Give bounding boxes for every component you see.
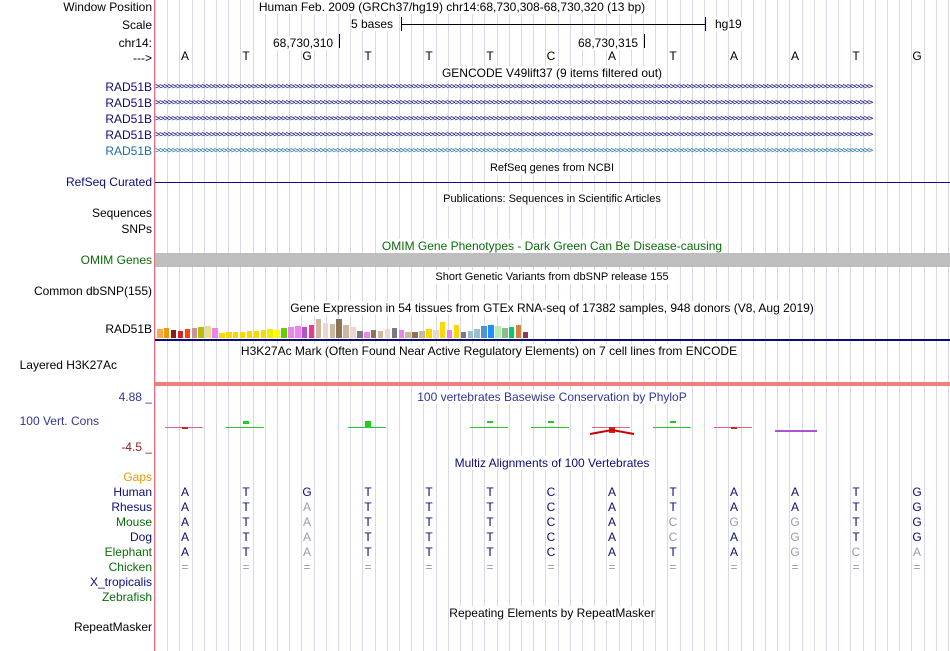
alignment-base: T [364, 515, 372, 529]
alignment-base: G [790, 515, 800, 529]
gtex-tissue-bar[interactable] [192, 328, 198, 338]
window-position-label: Window Position [63, 0, 152, 14]
gtex-track-title: Gene Expression in 54 tissues from GTEx RNA-seq of 17382 samples, 948 donors (V8, Aug 2019) [290, 301, 814, 315]
alignment-base: T [425, 545, 433, 559]
strand-arrow-label: ---> [133, 51, 152, 65]
sequence-base: A [607, 49, 617, 63]
ruler-position-2: 68,730,315 [578, 36, 639, 50]
gtex-tissue-bar[interactable] [454, 325, 460, 338]
h3k27ac-track-label[interactable]: Layered H3K27Ac [19, 358, 117, 372]
publications-track-title: Publications: Sequences in Scientific Articles [443, 193, 661, 205]
dbsnp-track-title: Short Genetic Variants from dbSNP release 155 [435, 271, 669, 283]
alignment-base: = [181, 560, 189, 574]
alignment-base: = [913, 560, 921, 574]
alignment-base: T [852, 500, 860, 514]
alignment-base: T [425, 530, 433, 544]
sequence-base: G [302, 49, 312, 63]
alignment-base: T [364, 485, 372, 499]
alignment-base: C [668, 515, 678, 529]
gtex-tissue-bar[interactable] [233, 332, 239, 338]
alignment-base: C [546, 545, 556, 559]
sequence-base: T [852, 49, 860, 63]
gtex-tissue-bar[interactable] [336, 319, 342, 338]
assembly-label: hg19 [715, 17, 742, 31]
species-label[interactable]: Dog [129, 530, 152, 544]
phylop-min-label: -4.5 _ [121, 440, 152, 454]
gtex-tissue-bar[interactable] [378, 331, 384, 338]
gtex-tissue-bar[interactable] [309, 325, 315, 338]
alignment-base: T [669, 500, 677, 514]
sequence-base: C [546, 49, 556, 63]
phylop-peak-line [590, 430, 634, 434]
gtex-tissue-bar[interactable] [488, 325, 494, 338]
gencode-transcript[interactable]: >>>>>>>>>>>>>>>>>>>>>>>>>>>>>>>>>>>>>>>>>>>>>>>>>>>>>>>>>>>>>>>>>>>>>>>>>>>>>>>>>>>>>>>>>>>>>>>>>>>>>>>>>>>>>>>>>>>>>>>>>>>>>>>>>>>>>>>>>>>>>>>>>>>>>>>>>>>>>>>>>>>>>>>>>> [155, 130, 873, 140]
gtex-tissue-bar[interactable] [371, 330, 377, 338]
alignment-base: A [729, 500, 739, 514]
alignment-base: = [669, 560, 677, 574]
alignment-base: G [912, 500, 922, 514]
gtex-tissue-bar[interactable] [219, 333, 225, 338]
sequence-base: G [912, 49, 922, 63]
alignment-base: G [912, 485, 922, 499]
gtex-tissue-bar[interactable] [461, 332, 467, 338]
gtex-tissue-bar[interactable] [419, 331, 425, 338]
snps-track-label[interactable]: SNPs [121, 222, 152, 236]
sequences-track-label[interactable]: Sequences [91, 206, 152, 220]
species-label[interactable]: Human [113, 485, 152, 499]
alignment-base: G [912, 530, 922, 544]
sequence-base: T [669, 49, 677, 63]
alignment-base: A [790, 500, 800, 514]
alignment-base: A [607, 485, 617, 499]
gtex-track-label[interactable]: RAD51B [105, 322, 152, 336]
alignment-base: A [302, 515, 312, 529]
alignment-base: T [242, 545, 250, 559]
alignment-base: = [730, 560, 738, 574]
alignment-base: T [486, 485, 494, 499]
omim-gene-bar[interactable] [155, 253, 950, 267]
gencode-transcript[interactable]: >>>>>>>>>>>>>>>>>>>>>>>>>>>>>>>>>>>>>>>>>>>>>>>>>>>>>>>>>>>>>>>>>>>>>>>>>>>>>>>>>>>>>>>>>>>>>>>>>>>>>>>>>>>>>>>>>>>>>>>>>>>>>>>>>>>>>>>>>>>>>>>>>>>>>>>>>>>>>>>>>>>>>>>>>> [155, 146, 873, 156]
scale-label: Scale [121, 18, 152, 32]
ruler-tick-2 [644, 34, 645, 48]
alignment-base: T [364, 500, 372, 514]
alignment-base: G [790, 545, 800, 559]
gtex-tissue-bar[interactable] [523, 332, 529, 338]
gtex-tissue-bar[interactable] [509, 327, 515, 338]
species-label[interactable]: Elephant [104, 545, 152, 559]
phylop-max-label: 4.88 _ [118, 390, 152, 404]
sequence-base: T [486, 49, 494, 63]
alignment-base: T [486, 545, 494, 559]
sequence-base: A [729, 49, 739, 63]
species-label[interactable]: Zebrafish [101, 590, 152, 604]
gtex-tissue-bar[interactable] [171, 330, 177, 338]
gtex-tissue-bar[interactable] [474, 329, 480, 338]
alignment-base: T [852, 485, 860, 499]
alignment-base: A [729, 530, 739, 544]
gtex-tissue-bar[interactable] [240, 332, 246, 338]
repeatmasker-track-title: Repeating Elements by RepeatMasker [449, 606, 655, 620]
gtex-tissue-bar[interactable] [495, 326, 501, 338]
species-label[interactable]: Mouse [115, 515, 152, 529]
gtex-tissue-bar[interactable] [330, 324, 336, 338]
alignment-base: T [669, 545, 677, 559]
gtex-baseline [155, 339, 950, 341]
alignment-base: T [486, 530, 494, 544]
gencode-item-label[interactable]: RAD51B [105, 144, 152, 158]
alignment-base: T [242, 500, 250, 514]
phylop-track-title: 100 vertebrates Basewise Conservation by PhyloP [417, 390, 687, 404]
alignment-base: T [242, 515, 250, 529]
alignment-base: A [729, 485, 739, 499]
gtex-tissue-bar[interactable] [468, 331, 474, 338]
gtex-tissue-bar[interactable] [516, 325, 522, 338]
h3k27ac-track-title: H3K27Ac Mark (Often Found Near Active Regulatory Elements) on 7 cell lines from ENCODE [240, 344, 738, 358]
gencode-transcript[interactable]: >>>>>>>>>>>>>>>>>>>>>>>>>>>>>>>>>>>>>>>>>>>>>>>>>>>>>>>>>>>>>>>>>>>>>>>>>>>>>>>>>>>>>>>>>>>>>>>>>>>>>>>>>>>>>>>>>>>>>>>>>>>>>>>>>>>>>>>>>>>>>>>>>>>>>>>>>>>>>>>>>>>>>>>>>> [155, 98, 873, 108]
gtex-tissue-bar[interactable] [412, 332, 418, 338]
alignment-base: = [791, 560, 799, 574]
gtex-tissue-bar[interactable] [405, 332, 411, 338]
gtex-tissue-bar[interactable] [392, 328, 398, 338]
alignment-base: T [486, 500, 494, 514]
gtex-tissue-bar[interactable] [440, 322, 446, 338]
multiz-track-title: Multiz Alignments of 100 Vertebrates [454, 456, 650, 470]
alignment-base: G [912, 515, 922, 529]
gencode-item-label[interactable]: RAD51B [105, 128, 152, 142]
gtex-tissue-bar[interactable] [157, 329, 163, 338]
alignment-base: T [486, 515, 494, 529]
sequence-base: A [180, 49, 190, 63]
phylop-negative-peak [155, 420, 950, 450]
alignment-base: = [547, 560, 555, 574]
species-label[interactable]: Rhesus [111, 500, 152, 514]
chrom-label: chr14: [118, 36, 152, 50]
gtex-tissue-bar[interactable] [212, 328, 218, 338]
phylop-track-label[interactable]: 100 Vert. Cons [19, 414, 99, 428]
alignment-base: A [790, 485, 800, 499]
alignment-base: A [302, 500, 312, 514]
gencode-item-label[interactable]: RAD51B [105, 112, 152, 126]
gencode-item-label[interactable]: RAD51B [105, 80, 152, 94]
alignment-base: C [546, 500, 556, 514]
gtex-tissue-bar[interactable] [364, 332, 370, 338]
position-title: Human Feb. 2009 (GRCh37/hg19) chr14:68,730,308-68,730,320 (13 bp) [258, 0, 646, 14]
gtex-tissue-bar[interactable] [447, 330, 453, 338]
alignment-base: G [302, 485, 312, 499]
gtex-tissue-bar[interactable] [267, 329, 273, 338]
track-data-panel[interactable] [155, 0, 950, 651]
gtex-tissue-bar[interactable] [399, 330, 405, 338]
refseq-gene-line[interactable] [155, 182, 950, 183]
alignment-base: T [425, 485, 433, 499]
alignment-base: C [668, 530, 678, 544]
gtex-tissue-bar[interactable] [226, 332, 232, 338]
gtex-tissue-bar[interactable] [288, 327, 294, 338]
alignment-base: T [852, 515, 860, 529]
alignment-base: C [546, 515, 556, 529]
alignment-base: = [486, 560, 494, 574]
gtex-tissue-bar[interactable] [261, 330, 267, 338]
alignment-base: A [607, 545, 617, 559]
alignment-base: A [180, 500, 190, 514]
gtex-tissue-bar[interactable] [350, 327, 356, 338]
gtex-tissue-bar[interactable] [357, 331, 363, 338]
gencode-item-label[interactable]: RAD51B [105, 96, 152, 110]
gtex-tissue-bar[interactable] [433, 330, 439, 338]
alignment-base: T [852, 530, 860, 544]
gtex-tissue-bar[interactable] [205, 326, 211, 338]
gtex-tissue-bar[interactable] [254, 331, 260, 338]
h3k27ac-signal[interactable] [155, 382, 950, 386]
alignment-base: A [912, 545, 922, 559]
gtex-tissue-bar[interactable] [295, 326, 301, 338]
gtex-tissue-bar[interactable] [316, 319, 322, 338]
omim-track-label[interactable]: OMIM Genes [80, 253, 152, 267]
omim-track-title: OMIM Gene Phenotypes - Dark Green Can Be Disease-causing [381, 239, 723, 253]
alignment-base: A [607, 530, 617, 544]
alignment-base: T [364, 530, 372, 544]
alignment-base: = [852, 560, 860, 574]
alignment-base: G [790, 530, 800, 544]
ruler-tick-1 [339, 34, 340, 48]
sequence-base: T [242, 49, 250, 63]
gaps-track-label[interactable]: Gaps [123, 470, 152, 484]
alignment-base: C [546, 530, 556, 544]
track-labels-panel [0, 0, 154, 651]
alignment-base: A [180, 545, 190, 559]
gtex-tissue-bar[interactable] [481, 326, 487, 338]
gtex-tissue-bar[interactable] [281, 328, 287, 338]
refseq-track-title: RefSeq genes from NCBI [489, 162, 615, 174]
alignment-base: T [669, 485, 677, 499]
alignment-base: C [851, 545, 861, 559]
gencode-transcript[interactable]: >>>>>>>>>>>>>>>>>>>>>>>>>>>>>>>>>>>>>>>>>>>>>>>>>>>>>>>>>>>>>>>>>>>>>>>>>>>>>>>>>>>>>>>>>>>>>>>>>>>>>>>>>>>>>>>>>>>>>>>>>>>>>>>>>>>>>>>>>>>>>>>>>>>>>>>>>>>>>>>>>>>>>>>>>> [155, 114, 873, 124]
alignment-base: A [180, 530, 190, 544]
gencode-track-title: GENCODE V49lift37 (9 items filtered out) [441, 66, 663, 80]
alignment-base: A [607, 515, 617, 529]
alignment-base: T [242, 530, 250, 544]
alignment-base: C [546, 485, 556, 499]
gtex-tissue-bar[interactable] [426, 329, 432, 338]
alignment-base: T [425, 500, 433, 514]
alignment-base: = [364, 560, 372, 574]
gtex-tissue-bar[interactable] [274, 330, 280, 338]
ruler-position-1: 68,730,310 [273, 36, 334, 50]
gencode-transcript[interactable]: >>>>>>>>>>>>>>>>>>>>>>>>>>>>>>>>>>>>>>>>>>>>>>>>>>>>>>>>>>>>>>>>>>>>>>>>>>>>>>>>>>>>>>>>>>>>>>>>>>>>>>>>>>>>>>>>>>>>>>>>>>>>>>>>>>>>>>>>>>>>>>>>>>>>>>>>>>>>>>>>>>>>>>>>>> [155, 82, 873, 92]
gtex-tissue-bar[interactable] [323, 323, 329, 338]
sequence-base: T [425, 49, 433, 63]
gtex-bar-chart[interactable] [155, 318, 950, 338]
sequence-base: A [790, 49, 800, 63]
sequence-base: T [364, 49, 372, 63]
gtex-tissue-bar[interactable] [198, 327, 204, 338]
species-label[interactable]: Chicken [108, 560, 152, 574]
alignment-base: A [302, 530, 312, 544]
repeatmasker-track-label[interactable]: RepeatMasker [73, 620, 152, 634]
gtex-tissue-bar[interactable] [185, 329, 191, 338]
gtex-tissue-bar[interactable] [164, 328, 170, 338]
gtex-tissue-bar[interactable] [502, 328, 508, 338]
alignment-base: = [303, 560, 311, 574]
alignment-base: A [607, 500, 617, 514]
alignment-base: = [425, 560, 433, 574]
dbsnp-track-label[interactable]: Common dbSNP(155) [33, 284, 152, 298]
scale-bar [401, 24, 705, 25]
alignment-base: T [242, 485, 250, 499]
gtex-tissue-bar[interactable] [178, 331, 184, 338]
scale-text: 5 bases [351, 17, 394, 31]
alignment-base: A [180, 485, 190, 499]
gtex-tissue-bar[interactable] [343, 325, 349, 338]
gtex-tissue-bar[interactable] [385, 329, 391, 338]
alignment-base: A [180, 515, 190, 529]
refseq-track-label[interactable]: RefSeq Curated [65, 175, 152, 189]
species-label[interactable]: X_tropicalis [89, 575, 152, 589]
gtex-tissue-bar[interactable] [302, 327, 308, 338]
alignment-base: = [608, 560, 616, 574]
alignment-base: G [729, 515, 739, 529]
scale-bar-right-end [705, 17, 706, 31]
alignment-base: A [729, 545, 739, 559]
gtex-tissue-bar[interactable] [247, 331, 253, 338]
alignment-base: T [364, 545, 372, 559]
alignment-base: A [302, 545, 312, 559]
alignment-base: T [425, 515, 433, 529]
alignment-base: = [242, 560, 250, 574]
